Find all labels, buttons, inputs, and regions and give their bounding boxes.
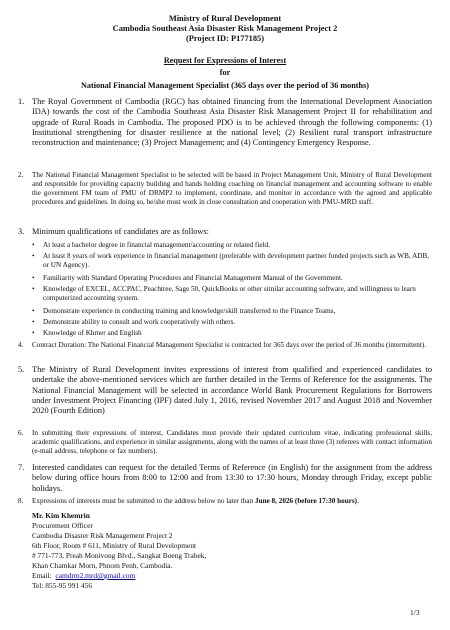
position-title: National Financial Management Specialist (365 days over the period of 36 months) — [81, 81, 369, 90]
item-text — [32, 497, 432, 506]
item-number: 8. — [18, 497, 24, 505]
bullet-icon: • — [32, 241, 35, 249]
bullet-text: At least a bachelor degree in financial management/accounting or related field. — [43, 241, 270, 249]
item-text: Interested candidates can request for the detailed Terms of Reference (in English) for the assignment from the address below during office hours from 8:00 to 12:00 and from 13:30 to 17:30 hours, Monday through Friday, except public holidays. — [32, 463, 432, 493]
item-text: The Ministry of Rural Development invites expressions of interest from qualified and experienced candidates to undertake the above-mentioned services which are further detailed in the Terms of Reference for the assignments. The National Financial Management will be selected in accordance World Bank Procurement Regulations for Borrowers under Investment Project Financing (IPF) dated July 1, 2016, revised November 2017 and August 2018 and November 2020 (Fourth Edition) — [32, 365, 432, 416]
bullet-text: Demonstrate ability to consult and work cooperatively with others. — [43, 318, 236, 326]
contact-city: Khan Chamkar Morn, Phnom Penh, Cambodia. — [32, 561, 173, 570]
contact-email-line — [32, 571, 135, 580]
item-text: Contract Duration: The National Financial Management Specialist is contracted for 365 days over the period of 36 months (intermittent). — [32, 341, 427, 349]
bullet-icon: • — [32, 307, 35, 315]
deadline-end: . — [357, 497, 359, 505]
contact-tel: Tel: 855-95 991 456 — [32, 581, 93, 590]
item-text: The Royal Government of Cambodia (RGC) has obtained financing from the International Development Association IDA) towards the cost of the Cambodia Southeast Asia Disaster Risk Management Project II for rehabilitation and upgrade of Rural Roads in Cambodia. The proposed PDO is to be achieved through the following components: (1) Institutional strengthening for disaster resilience at the national level; (2) Resilient rural transport infrastructure reconstruction and maintenance; (3) Project Management; and (4) Contingency Emergency Response. — [32, 97, 432, 148]
contact-role: Procurement Officer — [32, 521, 93, 530]
bullet-icon: • — [32, 252, 35, 260]
item-text: Minimum qualifications of candidates are as follows: — [32, 227, 209, 236]
bullet-text: Knowledge of Khmer and English — [43, 329, 142, 337]
deadline-lead: Expressions of interests must be submitted to the address below no later than — [32, 497, 255, 505]
email-link[interactable]: camdrm2.mrd@gmail.com — [55, 571, 136, 580]
item-text: In submitting their expressions of interest, Candidates must provide their updated curriculum vitae, indicating professional skills, academic qualifications, and experience in similar assignments, along with the names of at least three (3) referees with contact information (e-mail address, telephone or fax numbers). — [32, 429, 432, 455]
project-id: (Project ID: P177185) — [186, 34, 264, 43]
contact-project: Cambodia Disaster Risk Management Project 2 — [32, 531, 173, 540]
bullet-text: At least 8 years of work experience in financial management (preferable with development partner funded projects such as WB, ADB, or UN Agency). — [43, 252, 430, 269]
project-title: Cambodia Southeast Asia Disaster Risk Management Project 2 — [112, 24, 338, 33]
item-number: 7. — [18, 463, 25, 472]
contact-name: Mr. Kim Khemrin — [32, 511, 90, 520]
bullet-icon: • — [32, 274, 35, 282]
email-label: Email: — [32, 571, 52, 580]
item-number: 4. — [18, 341, 24, 349]
deadline-date: June 8, 2026 (before 17:30 hours) — [254, 497, 358, 505]
bullet-icon: • — [32, 329, 35, 337]
bullet-text: Familiarity with Standard Operating Procedures and Financial Management Manual of the Government. — [43, 274, 343, 282]
bullet-text: Knowledge of EXCEL, ACCPAC, Peachtree, Sage 50, QuickBooks or other similar accounting software, and willingness to learn computerized accounting system. — [43, 285, 416, 302]
request-for: for — [219, 68, 231, 77]
contact-address: # 771-773, Preah Monivong Blvd., Sangkat Boeng Trabek, — [32, 551, 207, 560]
ministry-title: Ministry of Rural Development — [168, 14, 282, 23]
bullet-icon: • — [32, 285, 35, 293]
item-number: 5. — [18, 365, 25, 374]
bullet-text: Demonstrate experience in conducting training and knowledge/skill transferred to the Finance Teams, — [43, 307, 336, 315]
contact-office: 6th Floor, Room # 611, Ministry of Rural Development — [32, 541, 197, 550]
item-number: 3. — [18, 227, 25, 236]
request-title: Request for Expressions of Interest — [163, 56, 287, 65]
item-text: The National Financial Management Specialist to be selected will be based in Project Management Unit, Ministry of Rural Development and responsible for providing capacity building and hands holding coaching on financial management and accounting software to enable the government FM team of PMU of DRMP2 to implement, coordinate, and monitor in accordance with the agreed and applicable procedures and guidelines. In doing so, he/she must work in close consultation and cooperation with PMU-MRD staff. — [32, 171, 432, 206]
item-number: 6. — [18, 429, 24, 437]
item-number: 2. — [18, 171, 24, 179]
item-number: 1. — [18, 97, 25, 106]
bullet-icon: • — [32, 318, 35, 326]
page-number: 1/3 — [410, 608, 420, 617]
